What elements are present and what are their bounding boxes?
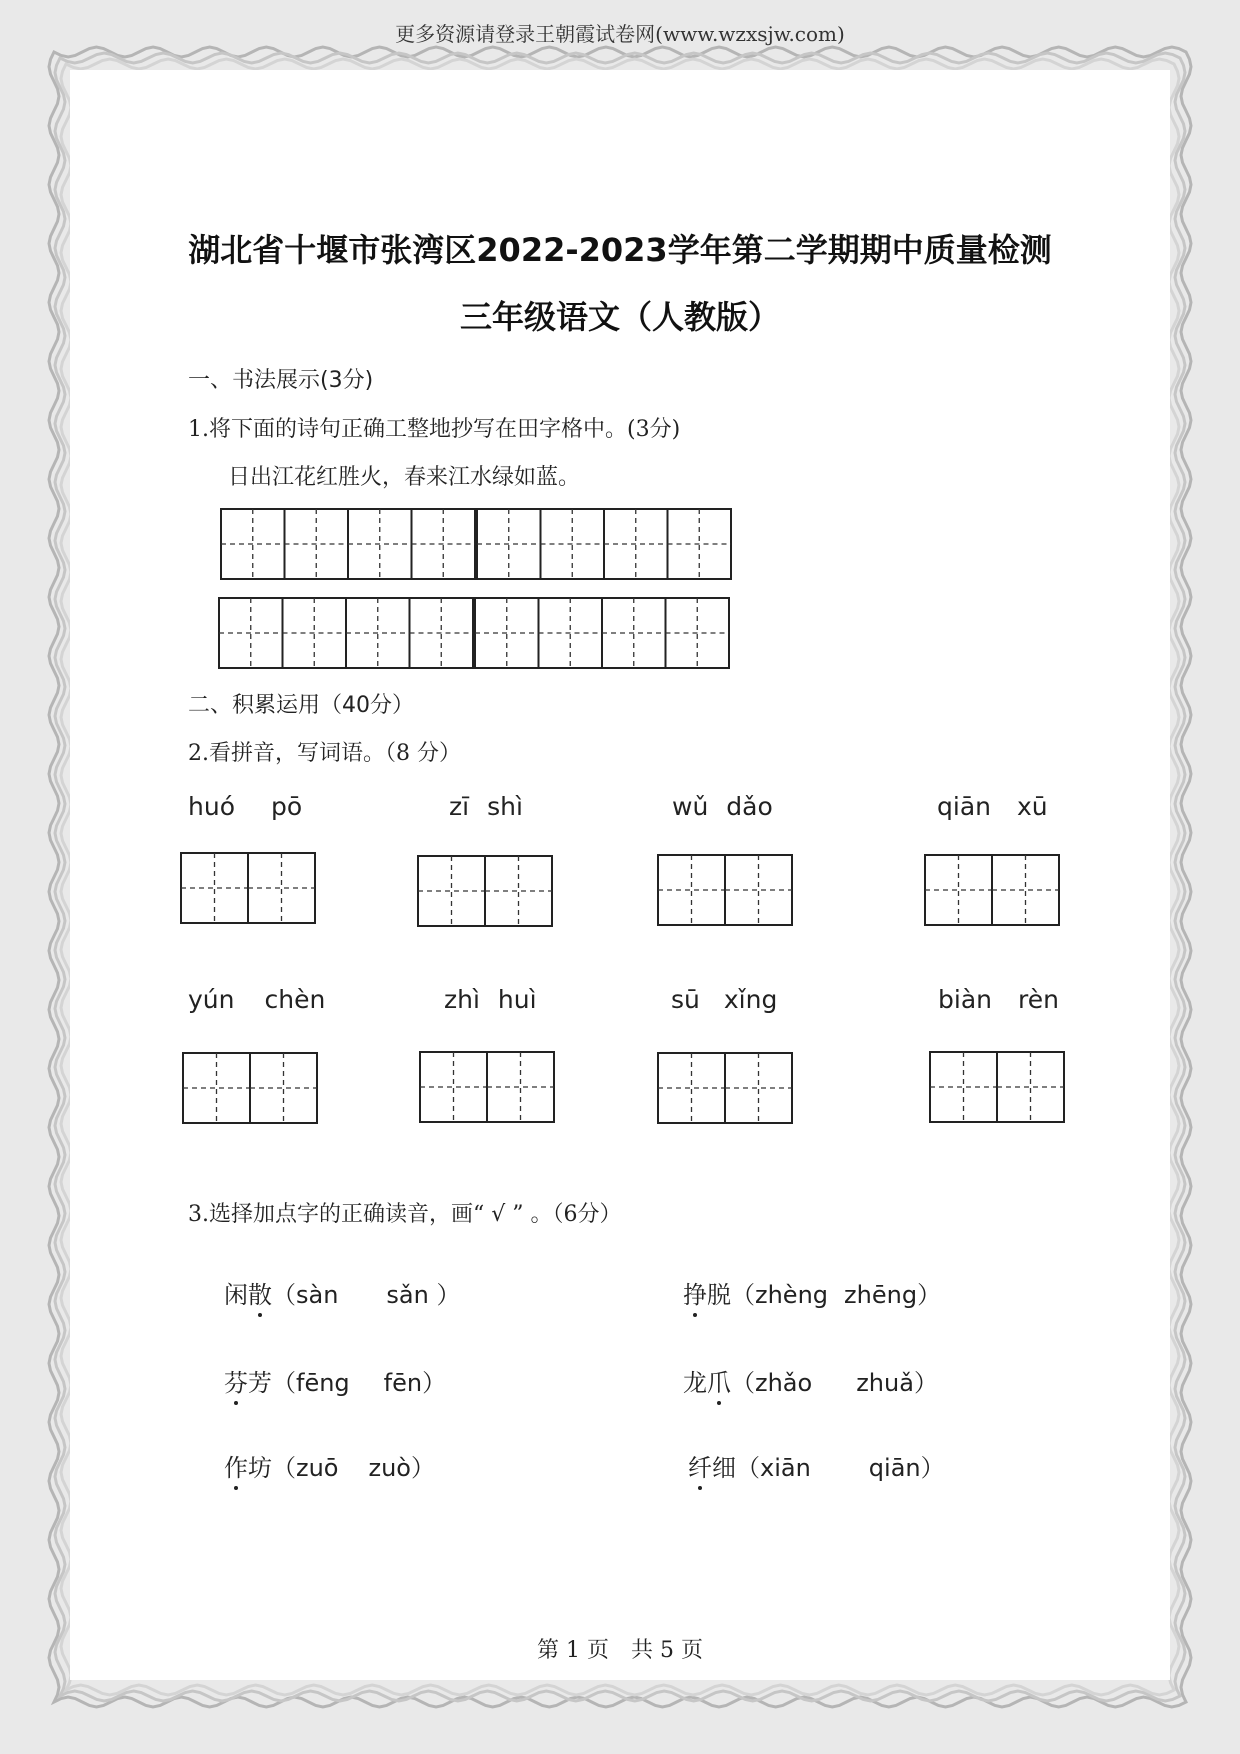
section-2-heading: 二、积累运用（40分）	[188, 693, 414, 718]
reading-choice-1[interactable]: 闲散（sàn sǎn ）	[224, 1275, 460, 1310]
copy-grid-row-2[interactable]	[218, 597, 734, 671]
pinyin-word-4: qiān xū	[937, 792, 1048, 821]
question-2-prompt: 2.看拼音，写词语。（8 分）	[188, 741, 461, 766]
answer-grid-word-1[interactable]	[180, 852, 318, 926]
copy-grid-row-1[interactable]	[220, 508, 736, 582]
answer-grid-word-3[interactable]	[657, 854, 795, 928]
poem-text: 日出江花红胜火，春来江水绿如蓝。	[228, 465, 581, 490]
answer-grid-word-2[interactable]	[417, 855, 555, 929]
pinyin-word-5: yún chèn	[188, 985, 326, 1014]
question-1-prompt: 1.将下面的诗句正确工整地抄写在田字格中。(3分)	[188, 417, 681, 442]
question-3-prompt: 3.选择加点字的正确读音，画“ √ ” 。（6分）	[188, 1202, 622, 1227]
answer-grid-word-8[interactable]	[929, 1051, 1067, 1125]
answer-grid-word-5[interactable]	[182, 1052, 320, 1126]
page-number: 第 1 页 共 5 页	[537, 1638, 703, 1663]
reading-choice-4[interactable]: 龙爪（zhǎo zhuǎ）	[683, 1363, 938, 1398]
watermark: 更多资源请登录王朝霞试卷网(www.wzxsjw.com)	[395, 22, 845, 46]
exam-subtitle: 三年级语文（人教版）	[459, 298, 780, 336]
answer-grid-word-7[interactable]	[657, 1052, 795, 1126]
reading-choice-3[interactable]: 芬芳（fēng fēn）	[224, 1363, 446, 1398]
exam-title: 湖北省十堰市张湾区2022-2023学年第二学期期中质量检测	[188, 231, 1052, 269]
reading-choice-5[interactable]: 作坊（zuō zuò）	[224, 1448, 435, 1483]
pinyin-word-6: zhì huì	[444, 985, 537, 1014]
answer-grid-word-6[interactable]	[419, 1051, 557, 1125]
reading-choice-6[interactable]: 纤细（xiān qiān）	[688, 1448, 945, 1483]
pinyin-word-3: wǔ dǎo	[672, 792, 773, 821]
answer-grid-word-4[interactable]	[924, 854, 1062, 928]
pinyin-word-2: zī shì	[449, 792, 523, 821]
pinyin-word-1: huó pō	[188, 792, 303, 821]
pinyin-word-8: biàn rèn	[938, 985, 1059, 1014]
section-1-heading: 一、书法展示(3分)	[188, 368, 374, 393]
reading-choice-2[interactable]: 挣脱（zhèng zhēng）	[683, 1275, 941, 1310]
pinyin-word-7: sū xǐng	[671, 985, 778, 1014]
